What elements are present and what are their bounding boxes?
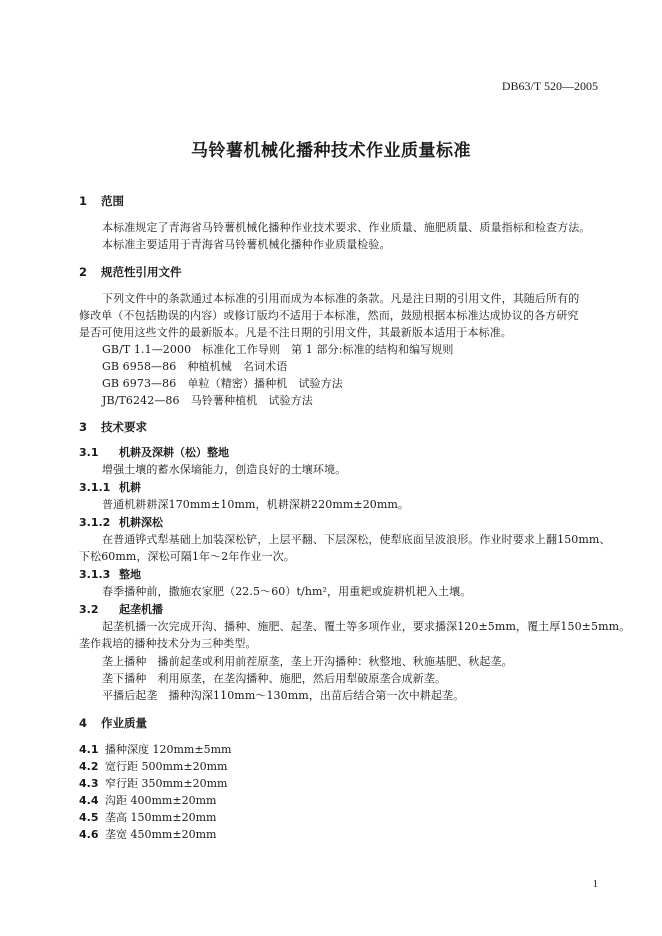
paragraph-line: 下列文件中的条款通过本标准的引用而成为本标准的条款。凡是注日期的引用文件，其随后所有的 <box>102 292 580 305</box>
standard-code: DB63/T 520—2005 <box>501 79 598 93</box>
item-number: 4.3 <box>79 777 99 790</box>
reference-item: JB/T6242—86 马铃薯种植机 试验方法 <box>102 394 313 407</box>
paragraph-line: 垄作栽培的播种技术分为三种类型。 <box>79 637 257 650</box>
item-text: 沟距 400mm±20mm <box>105 794 217 807</box>
item-text: 垄宽 450mm±20mm <box>105 828 217 841</box>
item-number: 4.1 <box>79 743 99 756</box>
subsection-title: 整地 <box>119 568 141 581</box>
quality-item <box>79 758 227 774</box>
subsection-number: 3.1.3 <box>79 568 111 581</box>
sowing-type-item: 垄下播种 利用原垄，在垄沟播种、施肥，然后用犁破原垄合成新垄。 <box>102 672 447 685</box>
subsection-number: 3.1.1 <box>79 481 111 494</box>
section-1-heading <box>79 193 124 209</box>
item-number: 4.5 <box>79 811 99 824</box>
paragraph: 普通机耕耕深170mm±10mm，机耕深耕220mm±20mm。 <box>102 498 410 511</box>
subsection-number: 3.2 <box>79 603 99 616</box>
section-title: 范围 <box>101 194 124 208</box>
section-title: 规范性引用文件 <box>101 265 182 279</box>
item-text: 垄高 150mm±20mm <box>105 811 217 824</box>
section-title: 技术要求 <box>101 420 147 434</box>
subsection-title: 机耕及深耕（松）整地 <box>119 446 229 459</box>
page-number: 1 <box>592 878 598 890</box>
document-title: 马铃薯机械化播种技术作业质量标准 <box>191 141 471 161</box>
subsection-title: 机耕深松 <box>119 516 163 529</box>
sowing-type-item: 平播后起垄 播种沟深110mm～130mm，出苗后结合第一次中耕起垄。 <box>102 689 465 702</box>
quality-item <box>79 809 216 825</box>
section-3-heading <box>79 419 147 435</box>
sowing-type-item: 垄上播种 播前起垄或利用前茬原垄，垄上开沟播种：秋整地、秋施基肥、秋起垄。 <box>102 655 513 668</box>
section-title: 作业质量 <box>101 716 147 730</box>
quality-item <box>79 741 231 757</box>
subsection-3-1-1-heading <box>79 479 141 495</box>
item-text: 窄行距 350mm±20mm <box>105 777 228 790</box>
item-number: 4.6 <box>79 828 99 841</box>
item-number: 4.4 <box>79 794 99 807</box>
item-number: 4.2 <box>79 760 99 773</box>
reference-item: GB 6958—86 种植机械 名词术语 <box>102 360 288 373</box>
paragraph: 本标准主要适用于青海省马铃薯机械化播种作业质量检验。 <box>102 238 391 251</box>
section-4-heading <box>79 715 147 731</box>
paragraph: 增强土壤的蓄水保墒能力，创造良好的土壤环境。 <box>102 463 347 476</box>
section-2-heading <box>79 264 182 280</box>
subsection-3-1-2-heading <box>79 514 163 530</box>
section-number: 2 <box>79 265 88 279</box>
subsection-3-2-heading <box>79 601 163 617</box>
reference-item: GB 6973—86 单粒（精密）播种机 试验方法 <box>102 377 343 390</box>
subsection-title: 起垄机播 <box>119 603 163 616</box>
subsection-title: 机耕 <box>119 481 141 494</box>
section-number: 1 <box>79 194 88 208</box>
paragraph: 本标准规定了青海省马铃薯机械化播种作业技术要求、作业质量、施肥质量、质量指标和检查方法。 <box>102 221 591 234</box>
item-text: 播种深度 120mm±5mm <box>105 743 232 756</box>
paragraph-line: 在普通铧式犁基础上加装深松铲，上层平翻、下层深松，使犁底面呈波浪形。作业时要求上翻150mm、 <box>102 533 611 546</box>
paragraph-line: 起垄机播一次完成开沟、播种、施肥、起垄、覆土等多项作业，要求播深120±5mm，覆土厚150±5mm。 <box>102 620 631 633</box>
quality-item <box>79 792 216 808</box>
subsection-number: 3.1 <box>79 446 99 459</box>
paragraph-line: 下松60mm，深松可隔1年～2年作业一次。 <box>79 550 295 563</box>
reference-item: GB/T 1.1—2000 标准化工作导则 第 1 部分:标准的结构和编写规则 <box>102 343 454 356</box>
item-text: 宽行距 500mm±20mm <box>105 760 228 773</box>
subsection-3-1-3-heading <box>79 566 141 582</box>
paragraph-line: 是否可使用这些文件的最新版本。凡是不注日期的引用文件，其最新版本适用于本标准。 <box>79 326 512 339</box>
quality-item <box>79 826 216 842</box>
section-number: 3 <box>79 420 88 434</box>
subsection-number: 3.1.2 <box>79 516 111 529</box>
paragraph: 春季播种前，撒施农家肥（22.5～60）t/hm²，用重耙或旋耕机耙入土壤。 <box>102 585 472 598</box>
quality-item <box>79 775 227 791</box>
subsection-3-1-heading <box>79 444 229 460</box>
paragraph-line: 修改单（不包括勘误的内容）或修订版均不适用于本标准，然而，鼓励根据本标准达成协议的各方研究 <box>79 309 579 322</box>
section-number: 4 <box>79 716 88 730</box>
